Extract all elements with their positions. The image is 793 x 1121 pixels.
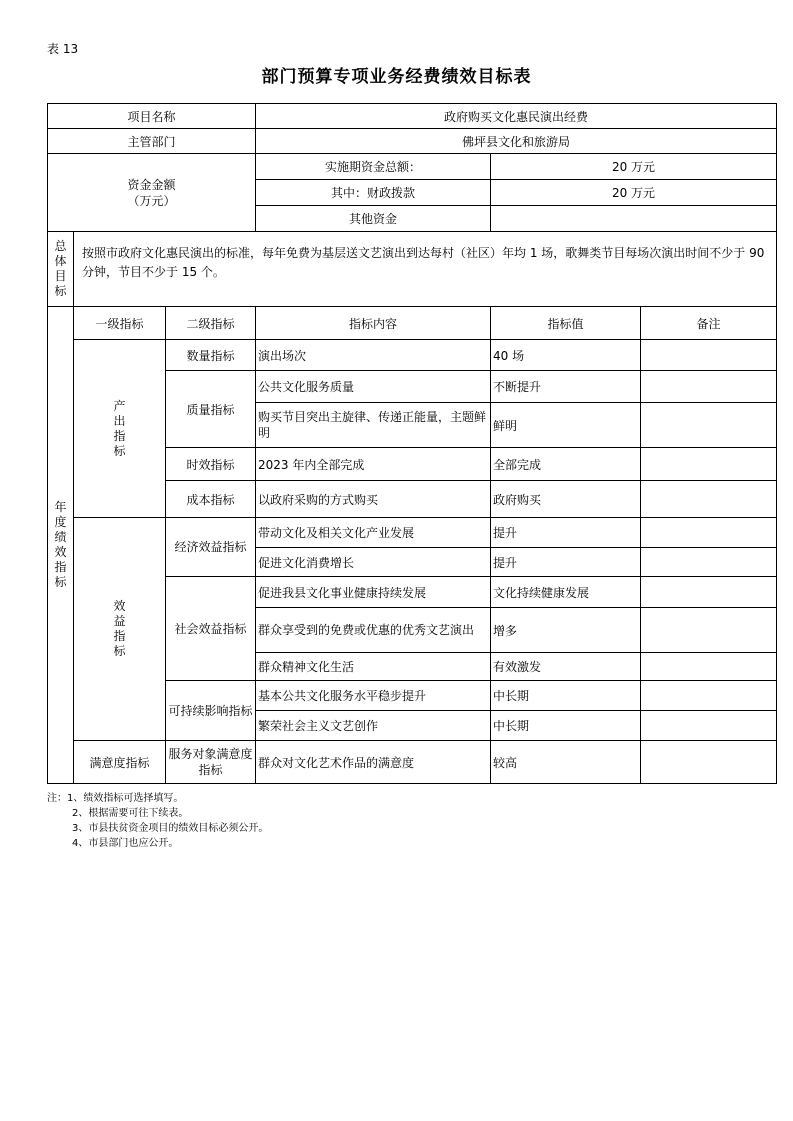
social-content-3: 群众精神文化生活: [256, 653, 491, 681]
satisfaction-content: 群众对文化艺术作品的满意度: [256, 741, 491, 784]
cost-remark: [641, 481, 777, 518]
social-level2: 社会效益指标: [166, 577, 256, 681]
economic-value-2: 提升: [491, 548, 641, 577]
table-row: [48, 129, 777, 154]
quantity-content: 演出场次: [256, 340, 491, 371]
sustain-content-1: 基本公共文化服务水平稳步提升: [256, 681, 491, 711]
funds-other-value: [491, 206, 777, 232]
sustain-value-1: 中长期: [491, 681, 641, 711]
quality-content-1: 公共文化服务质量: [256, 371, 491, 403]
annual-indicator-label: 年度绩效指标: [48, 307, 74, 784]
economic-content-1: 带动文化及相关文化产业发展: [256, 518, 491, 548]
project-name-label: 项目名称: [48, 104, 256, 129]
timeliness-content: 2023 年内全部完成: [256, 448, 491, 481]
funds-total-label: 实施期资金总额：: [256, 154, 491, 180]
quality-content-2: 购买节目突出主旋律、传递正能量，主题鲜明: [256, 403, 491, 448]
dept-value: 佛坪县文化和旅游局: [256, 129, 777, 154]
table-row: [48, 340, 777, 371]
quantity-level2: 数量指标: [166, 340, 256, 371]
funds-label-line2: （万元）: [127, 193, 176, 208]
sustain-remark-2: [641, 711, 777, 741]
timeliness-value: 全部完成: [491, 448, 641, 481]
quality-remark-1: [641, 371, 777, 403]
footnote-2: 2、根据需要可往下续表。: [72, 808, 189, 819]
funds-label-line1: 资金金额: [127, 177, 176, 192]
cost-level2: 成本指标: [166, 481, 256, 518]
timeliness-remark: [641, 448, 777, 481]
quality-level2: 质量指标: [166, 371, 256, 448]
quantity-remark: [641, 340, 777, 371]
page-title: 部门预算专项业务经费绩效目标表: [261, 67, 532, 87]
funds-total-value: 20 万元: [491, 154, 777, 180]
funds-fiscal-value: 20 万元: [491, 180, 777, 206]
table-row: [48, 741, 777, 784]
output-indicator-label: 产出指标: [74, 340, 166, 518]
quality-remark-2: [641, 403, 777, 448]
satisfaction-value: 较高: [491, 741, 641, 784]
table-row: [48, 154, 777, 180]
benefit-indicator-label: 效益指标: [74, 518, 166, 741]
economic-level2: 经济效益指标: [166, 518, 256, 577]
economic-remark-2: [641, 548, 777, 577]
header-value: 指标值: [491, 307, 641, 340]
header-level2: 二级指标: [166, 307, 256, 340]
header-content: 指标内容: [256, 307, 491, 340]
footnote-4: 4、市县部门也应公开。: [72, 838, 179, 849]
social-remark-2: [641, 608, 777, 653]
header-level1: 一级指标: [74, 307, 166, 340]
footnote-3: 3、市县扶贫资金项目的绩效目标必须公开。: [72, 823, 269, 834]
performance-target-table: [47, 103, 777, 784]
social-remark-1: [641, 577, 777, 608]
funds-other-label: 其他资金: [256, 206, 491, 232]
sustain-remark-1: [641, 681, 777, 711]
table-row: [48, 104, 777, 129]
table-row: [48, 518, 777, 548]
satisfaction-remark: [641, 741, 777, 784]
funds-label: [48, 154, 256, 232]
cost-content: 以政府采购的方式购买: [256, 481, 491, 518]
sustain-value-2: 中长期: [491, 711, 641, 741]
table-row: [48, 307, 777, 340]
table-row: [48, 232, 777, 307]
social-value-2: 增多: [491, 608, 641, 653]
satisfaction-level2: 服务对象满意度指标: [166, 741, 256, 784]
table-number: 表 13: [47, 42, 79, 56]
sustain-content-2: 繁荣社会主义文艺创作: [256, 711, 491, 741]
header-remark: 备注: [641, 307, 777, 340]
satisfaction-indicator-label: 满意度指标: [74, 741, 166, 784]
funds-fiscal-label: 其中：财政拨款: [256, 180, 491, 206]
footnotes: [47, 791, 268, 851]
economic-content-2: 促进文化消费增长: [256, 548, 491, 577]
project-name-value: 政府购买文化惠民演出经费: [256, 104, 777, 129]
economic-value-1: 提升: [491, 518, 641, 548]
social-value-1: 文化持续健康发展: [491, 577, 641, 608]
social-content-1: 促进我县文化事业健康持续发展: [256, 577, 491, 608]
social-value-3: 有效激发: [491, 653, 641, 681]
overall-goal-label: 总体目标: [48, 232, 74, 307]
dept-label: 主管部门: [48, 129, 256, 154]
social-remark-3: [641, 653, 777, 681]
economic-remark-1: [641, 518, 777, 548]
timeliness-level2: 时效指标: [166, 448, 256, 481]
social-content-2: 群众享受到的免费或优惠的优秀文艺演出: [256, 608, 491, 653]
sustain-level2: 可持续影响指标: [166, 681, 256, 741]
cost-value: 政府购买: [491, 481, 641, 518]
quantity-value: 40 场: [491, 340, 641, 371]
footnote-1: 注：1、绩效指标可选择填写。: [47, 793, 184, 804]
quality-value-1: 不断提升: [491, 371, 641, 403]
overall-goal-text: 按照市政府文化惠民演出的标准，每年免费为基层送文艺演出到达每村（社区）年均 1 场，歌舞类节目每场次演出时间不少于 90 分钟，节目不少于 15 个。: [74, 232, 777, 307]
quality-value-2: 鲜明: [491, 403, 641, 448]
